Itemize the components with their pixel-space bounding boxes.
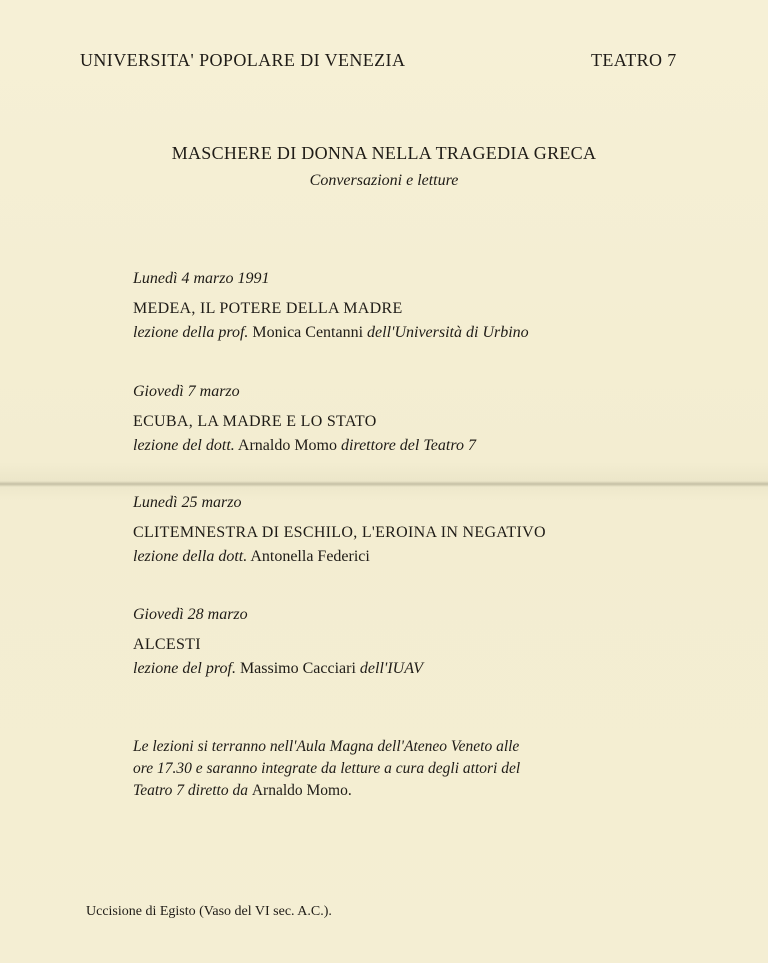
lecture-affiliation: direttore del Teatro 7 <box>341 437 476 454</box>
lecture-role: lezione del prof. <box>133 660 236 677</box>
theatre-name: TEATRO 7 <box>591 50 677 70</box>
lecture-title: ALCESTI <box>133 636 201 653</box>
director-name: Arnaldo Momo. <box>251 782 352 799</box>
page-title: MASCHERE DI DONNA NELLA TRAGEDIA GRECA <box>171 143 597 163</box>
venue-note-text: Teatro 7 diretto da <box>133 782 248 799</box>
lecture-affiliation: dell'IUAV <box>359 660 423 677</box>
lecture-role: lezione della prof. <box>133 324 249 341</box>
lecture-speaker-line <box>133 660 423 684</box>
paper-fold-line <box>0 481 768 487</box>
lecture-4 <box>133 606 423 684</box>
organization-name: UNIVERSITA' POPOLARE DI VENEZIA <box>80 50 406 70</box>
lecture-3 <box>133 494 546 572</box>
lecture-speaker: Arnaldo Momo <box>237 437 337 454</box>
lecture-speaker-line <box>133 548 546 572</box>
lecture-affiliation: dell'Università di Urbino <box>367 324 529 341</box>
venue-note-line-1: Le lezioni si terranno nell'Aula Magna dell'Ateneo Veneto alle <box>133 738 520 755</box>
page-subtitle: Conversazioni e letture <box>309 172 459 189</box>
lecture-speaker: Massimo Cacciari <box>239 660 356 677</box>
venue-note-line-2: ore 17.30 e saranno integrate da letture a cura degli attori del <box>133 760 521 777</box>
lecture-speaker: Antonella Federici <box>250 548 370 565</box>
lecture-title: CLITEMNESTRA DI ESCHILO, L'EROINA IN NEGATIVO <box>133 524 546 541</box>
lecture-date: Lunedì 25 marzo <box>133 494 242 511</box>
venue-note <box>133 736 663 802</box>
lecture-title: MEDEA, IL POTERE DELLA MADRE <box>133 300 403 317</box>
lecture-speaker-line <box>133 324 529 348</box>
venue-note-line-3 <box>133 780 663 802</box>
lecture-date: Giovedì 7 marzo <box>133 383 240 400</box>
lecture-1 <box>133 270 529 348</box>
lecture-2 <box>133 383 476 461</box>
lecture-speaker-line <box>133 437 476 461</box>
lecture-date: Lunedì 4 marzo 1991 <box>133 270 270 287</box>
lecture-role: lezione del dott. <box>133 437 235 454</box>
lecture-speaker: Monica Centanni <box>252 324 364 341</box>
lecture-role: lezione della dott. <box>133 548 248 565</box>
lecture-date: Giovedì 28 marzo <box>133 606 248 623</box>
lecture-title: ECUBA, LA MADRE E LO STATO <box>133 413 377 430</box>
image-caption: Uccisione di Egisto (Vaso del VI sec. A.C.). <box>86 904 332 919</box>
